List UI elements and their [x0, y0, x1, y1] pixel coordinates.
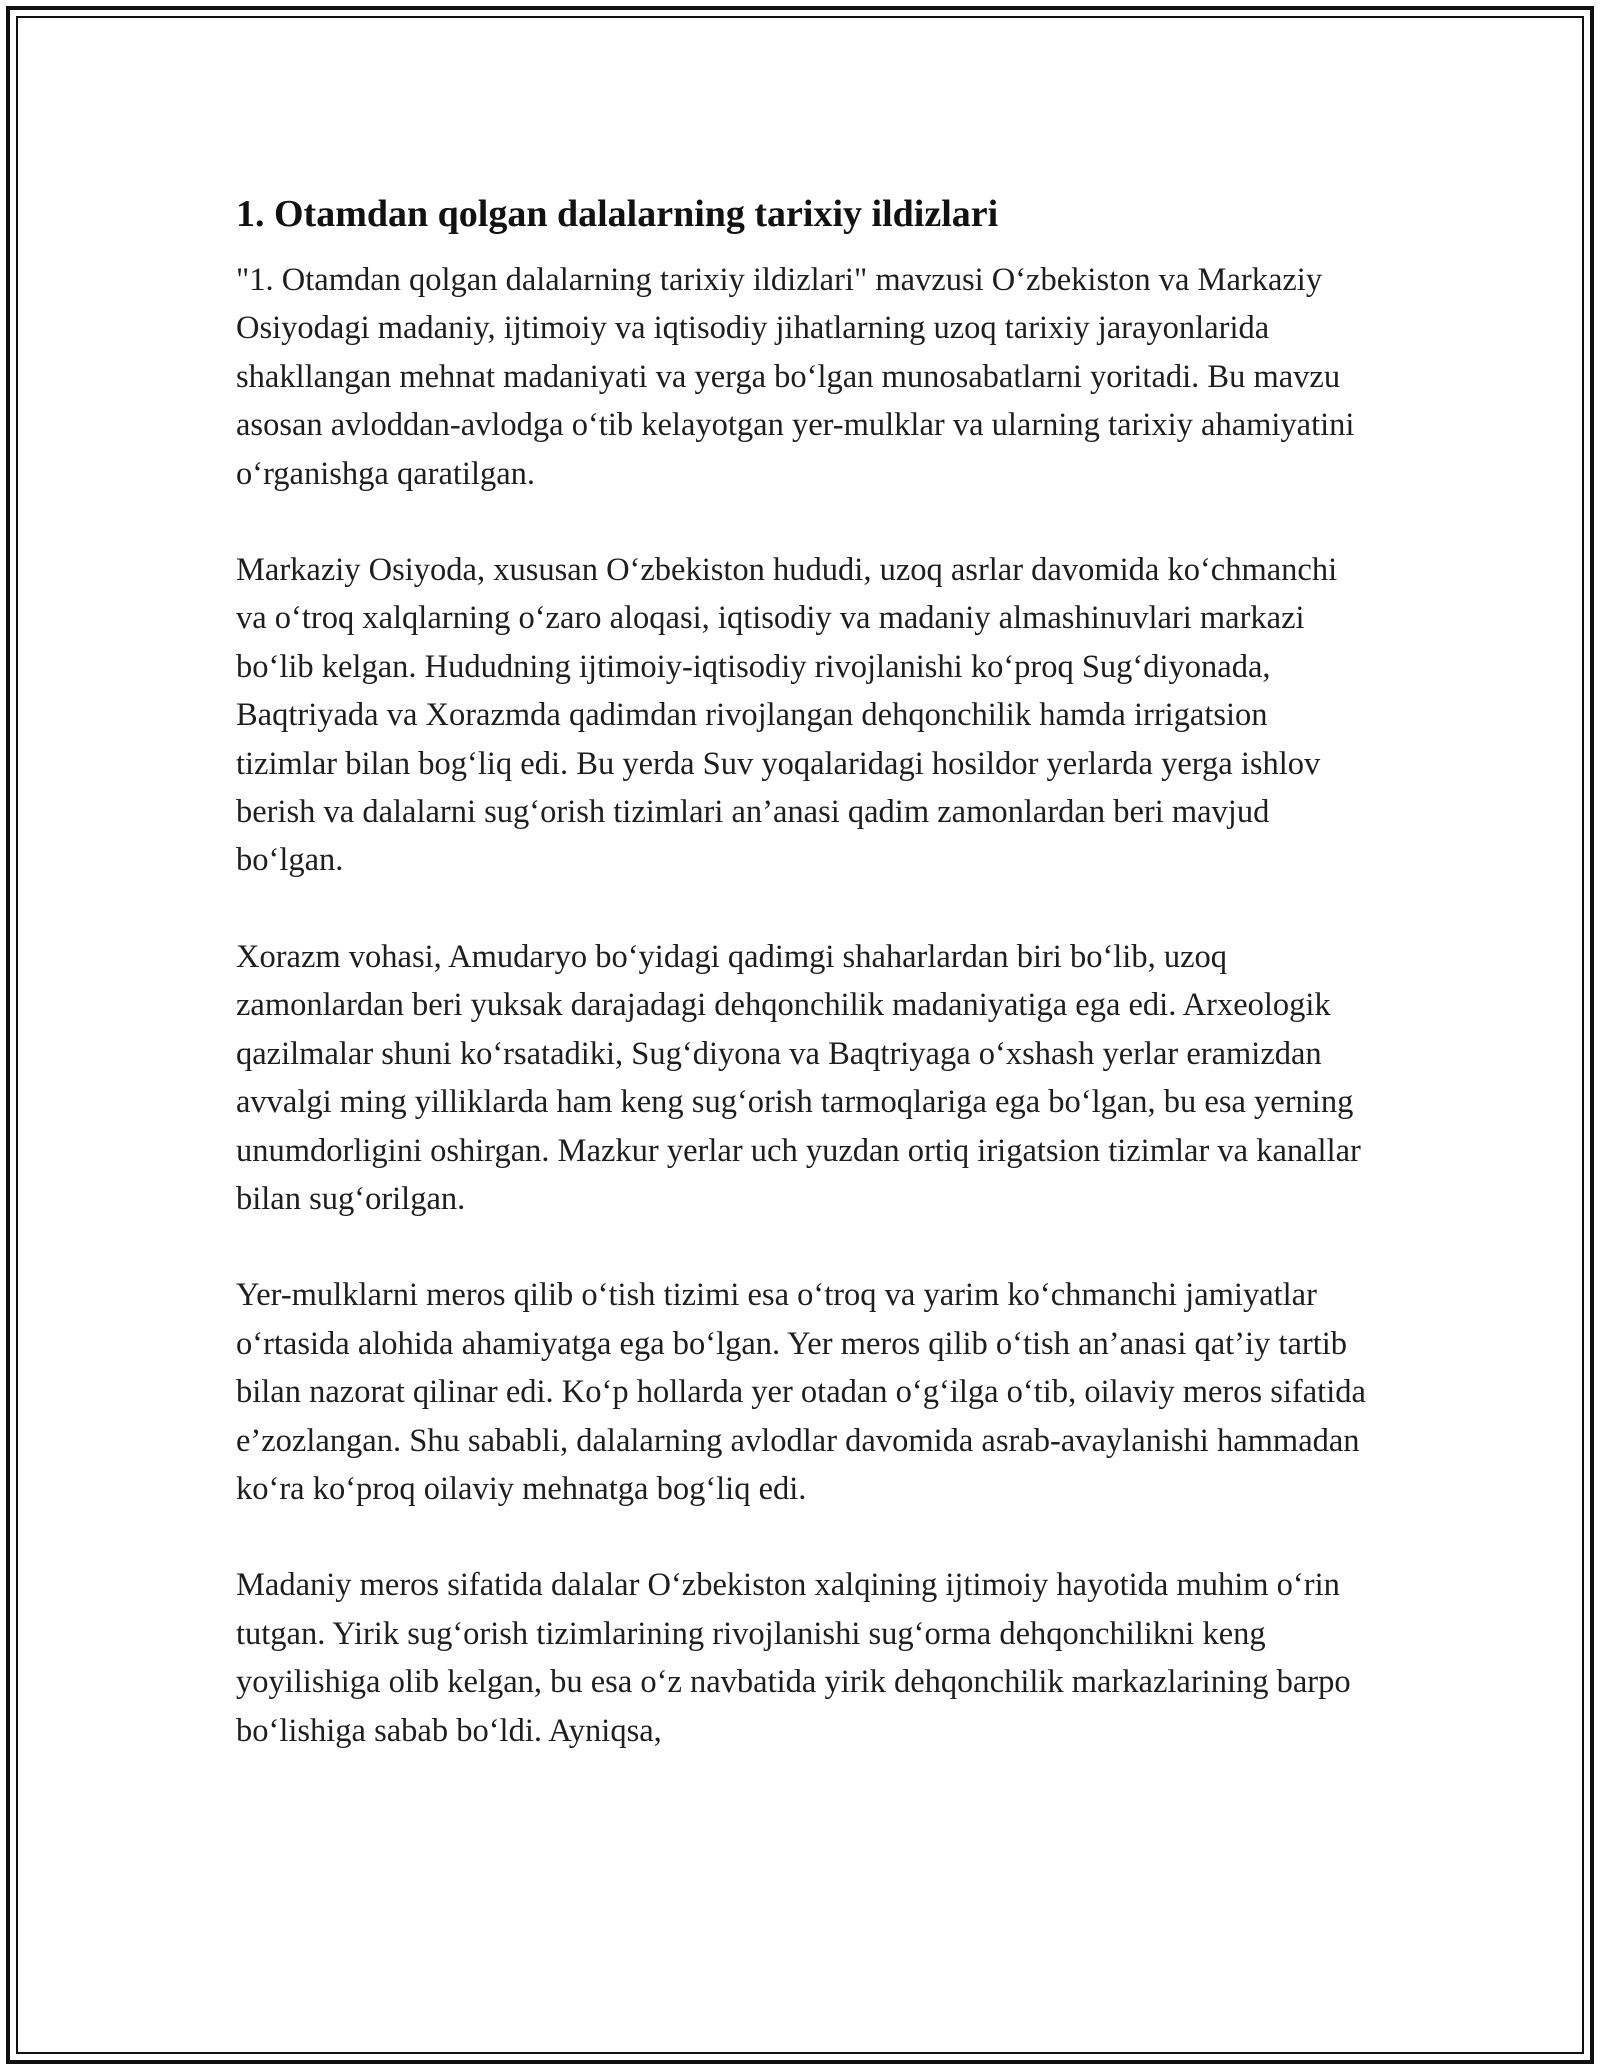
paragraph-2: Markaziy Osiyoda, xususan O‘zbekiston hududi, uzoq asrlar davomida ko‘chmanchi va o‘troq xalqlarning o‘zaro aloqasi, iqtisodiy va madaniy almashinuvlari markazi bo‘lib kelgan. Hududning ijtimoiy-iqtisodiy rivojlanishi ko‘proq Sug‘diyonada, Baqtriyada va Xorazmda qadimdan rivojlangan dehqonchilik hamda irrigatsion tizimlar bilan bog‘liq edi. Bu yerda Suv yoqalaridagi hosildor yerlarda yerga ishlov berish va dalalarni sug‘orish tizimlari an’anasi qadim zamonlardan beri mavjud bo‘lgan.	[236, 552, 1338, 879]
paragraph-3: Xorazm vohasi, Amudaryo bo‘yidagi qadimgi shaharlardan biri bo‘lib, uzoq zamonlardan beri yuksak darajadagi dehqonchilik madaniyatiga ega edi. Arxeologik qazilmalar shuni ko‘rsatadiki, Sug‘diyona va Baqtriyaga o‘xshash yerlar eramizdan avvalgi ming yilliklarda ham keng sug‘orish tarmoqlariga ega bo‘lgan, bu esa yerning unumdorligini oshirgan. Mazkur yerlar uch yuzdan ortiq irigatsion tizimlar va kanallar bilan sug‘orilgan.	[236, 938, 1361, 1217]
paragraph-1: "1. Otamdan qolgan dalalarning tarixiy ildizlari" mavzusi O‘zbekiston va Markaziy Osiyodagi madaniy, ijtimoiy va iqtisodiy jihatlarning uzoq tarixiy jarayonlarida shakllangan mehnat madaniyati va yerga bo‘lgan munosabatlarni yoritadi. Bu mavzu asosan avloddan-avlodga o‘tib kelayotgan yer-mulklar va ularning tarixiy ahamiyatini o‘rganishga qaratilgan.	[236, 262, 1355, 492]
section-heading: 1. Otamdan qolgan dalalarning tarixiy ildizlari	[236, 193, 999, 235]
document-body	[236, 186, 1366, 1803]
paragraph-5: Madaniy meros sifatida dalalar O‘zbekiston xalqining ijtimoiy hayotida muhim o‘rin tutgan. Yirik sug‘orish tizimlarining rivojlanishi sug‘orma dehqonchilikni keng yoyilishiga olib kelgan, bu esa o‘z navbatida yirik dehqonchilik markazlarining barpo bo‘lishiga sabab bo‘ldi. Ayniqsa,	[236, 1567, 1351, 1749]
paragraph-4: Yer-mulklarni meros qilib o‘tish tizimi esa o‘troq va yarim ko‘chmanchi jamiyatlar o‘rtasida alohida ahamiyatga ega bo‘lgan. Yer meros qilib o‘tish an’anasi qat’iy tartib bilan nazorat qilinar edi. Ko‘p hollarda yer otadan o‘g‘ilga o‘tib, oilaviy meros sifatida e’zozlangan. Shu sababli, dalalarning avlodlar davomida asrab-avaylanishi hammadan ko‘ra ko‘proq oilaviy mehnatga bog‘liq edi.	[236, 1277, 1366, 1507]
